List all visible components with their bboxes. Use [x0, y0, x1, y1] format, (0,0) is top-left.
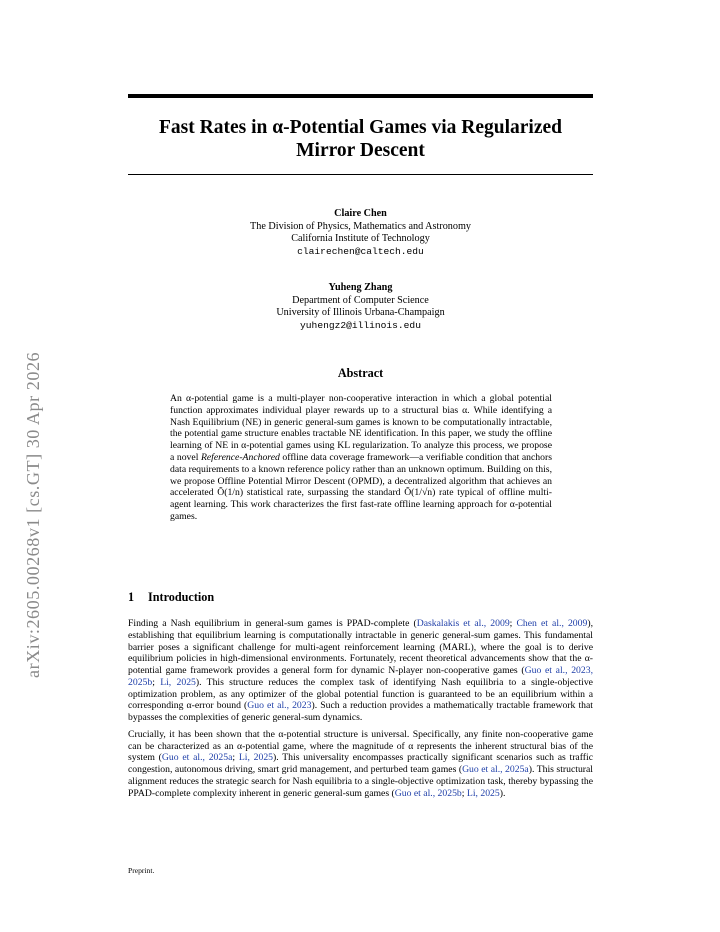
abstract-body: [170, 393, 552, 523]
text: ). This structure reduces the complex task of identifying Nash equilibria to a single-objective optimization problem, as any optimizer of the global potential function is guaranteed to be an equilibrium within a corresponding α-error bound (: [128, 676, 593, 712]
citation-link[interactable]: Daskalakis et al., 2009: [416, 618, 510, 629]
author-block-2: [128, 282, 593, 332]
author-name: Claire Chen: [334, 208, 387, 219]
author-affiliation: Department of Computer Science: [292, 294, 429, 306]
text: ).: [499, 787, 506, 799]
citation-link[interactable]: Guo et al., 2025b: [394, 787, 462, 799]
author-email: clairechen@caltech.edu: [297, 245, 424, 257]
abstract-text-2: offline data coverage framework—a verifiable condition that anchors data requirements to a known reference policy rather than an unknown optimum. Building on this, we propose Offline Potential Mirror Descent (OPMD), a decentralized algorithm that achieves an accelerated Õ(1/n) statistical rate, surpassing the standard Õ(1/√n) rate typical of offline multi-agent learning. This work characterizes the first fast-rate offline learning approach for α-potential games.: [170, 451, 552, 522]
text: ). This universality encompasses practically significant scenarios such as traffic congestion, autonomous driving, smart grid management, and perturbed team games (: [128, 752, 594, 775]
citation-link[interactable]: Li, 2025: [160, 676, 196, 688]
author-affiliation: The Division of Physics, Mathematics and Astronomy: [250, 220, 471, 232]
citation-link[interactable]: Guo et al., 2025a: [462, 764, 529, 775]
author-name: Yuheng Zhang: [328, 282, 393, 293]
introduction-body: [128, 618, 593, 804]
abstract-paragraph: [170, 393, 552, 523]
author-institution: University of Illinois Urbana-Champaign: [276, 307, 445, 318]
title-bottom-rule: [128, 174, 593, 175]
citation-link[interactable]: Chen et al., 2009: [516, 618, 588, 629]
text: Finding a Nash equilibrium in general-sum games is PPAD-complete (: [128, 618, 417, 629]
arxiv-stamp: [24, 258, 44, 678]
abstract-heading: Abstract: [337, 366, 384, 380]
title-line-1: Fast Rates in α-Potential Games via Regularized: [159, 117, 562, 138]
title-top-rule: [128, 94, 593, 98]
citation-link[interactable]: Li, 2025: [466, 787, 500, 799]
section-heading: [128, 590, 214, 605]
text: Crucially, it has been shown that the α-potential structure is universal. Specifically, any finite non-cooperative game can be characterized as an α-potential game, where the magnitude of α represents the inherent structural bias of the system (: [128, 728, 593, 764]
footer-note: Preprint.: [128, 866, 155, 875]
title-line-2: Mirror Descent: [296, 140, 425, 161]
author-email: yuhengz2@illinois.edu: [300, 319, 421, 331]
text: ). Such a reduction provides a mathematically tractable framework that bypasses the complexities of generic general-sum dynamics.: [128, 700, 593, 723]
text: ;: [152, 676, 161, 688]
paragraph-2: [128, 729, 593, 800]
author-block-1: [128, 208, 593, 258]
paragraph-1: [128, 618, 593, 724]
citation-link[interactable]: Guo et al., 2023, 2025b: [128, 665, 593, 688]
text: ;: [509, 618, 517, 629]
text: ;: [232, 752, 239, 764]
text: ;: [461, 787, 467, 799]
paper-title: [128, 116, 593, 162]
abstract-emphasis: Reference-Anchored: [200, 451, 280, 463]
text: ). This structural alignment reduces the strategic search for Nash equilibria to a single-objective optimization task, thereby bypassing the PPAD-complete complexity inherent in generic general-sum games (: [128, 764, 594, 799]
abstract-text-1: An α-potential game is a multi-player non-cooperative interaction in which a global potential function approximates individual player rewards up to a structural bias α. While identifying a Nash Equilibrium (NE) in generic general-sum games is known to be computationally intractable, the potential game structure enables tractable NE identification. In this paper, we study the offline learning of NE in α-potential games using KL regularization. To analyze this process, we propose a novel: [170, 393, 552, 463]
citation-link[interactable]: Guo et al., 2025a: [161, 752, 233, 764]
text: ), establishing that equilibrium learning is computationally intractable in generic general-sum games. This fundamental barrier poses a significant challenge for multi-agent reinforcement learning (MARL), where the goal is to derive equilibrium policies in high-dimensional environments. Fortunately, recent theoretical advancements show that the α-potential game framework provides a general form for dynamic N-player non-cooperative games (: [128, 618, 593, 676]
citation-link[interactable]: Li, 2025: [238, 752, 274, 764]
section-title: Introduction: [148, 590, 215, 604]
citation-link[interactable]: Guo et al., 2023: [247, 700, 312, 712]
arxiv-stamp-text: arXiv:2605.00268v1 [cs.GT] 30 Apr 2026: [23, 351, 43, 678]
section-number: 1: [128, 590, 135, 604]
author-institution: California Institute of Technology: [291, 233, 430, 244]
